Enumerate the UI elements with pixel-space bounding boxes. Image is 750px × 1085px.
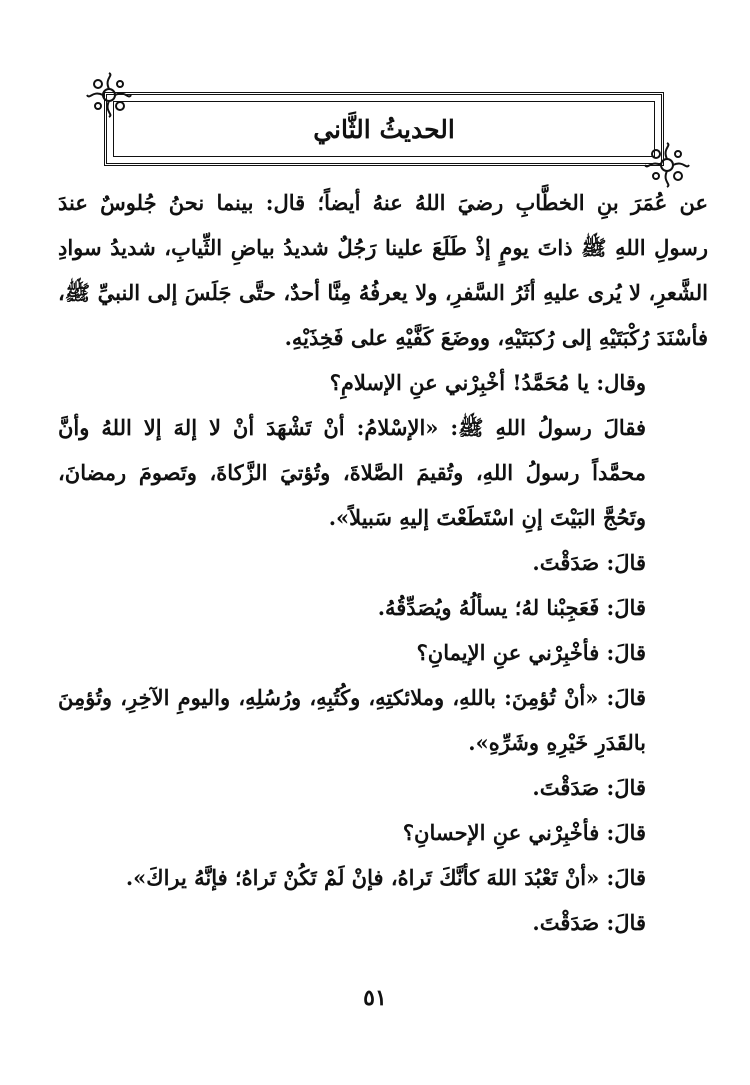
paragraph-answer-ihsan: قالَ: «أنْ تَعْبُدَ اللهَ كأنَّكَ تَراهُ، فإنْ لَمْ تَكُنْ تَراهُ؛ فإنَّهُ يراكَ». — [125, 865, 646, 890]
paragraph-answer-iman: قالَ: «أنْ تُؤمِنَ: باللهِ، وملائكتِهِ، وكُتُبِهِ، ورُسُلِهِ، واليومِ الآخِرِ، وتُؤمِنَ بالقَدَرِ خَيْرِهِ وشَرِّهِ». — [58, 685, 646, 755]
paragraph-question-islam: وقال: يا مُحَمَّدُ! أخْبِرْني عنِ الإسلامِ؟ — [329, 370, 646, 395]
paragraph-question-ihsan: قالَ: فأخْبِرْني عنِ الإحسانِ؟ — [402, 820, 646, 845]
title-frame — [104, 92, 664, 166]
page-number: ٥١ — [363, 985, 387, 1011]
hadith-title: الحديثُ الثَّاني — [313, 114, 455, 144]
paragraph-question-iman: قالَ: فأخْبِرْني عنِ الإيمانِ؟ — [416, 640, 646, 665]
paragraph-confirm-2: قالَ: صَدَقْتَ. — [532, 775, 646, 800]
paragraph-confirm-1: قالَ: صَدَقْتَ. — [532, 550, 646, 575]
paragraph-answer-islam: فقالَ رسولُ اللهِ ﷺ: «الإسْلامُ: أنْ تَشْهَدَ أنْ لا إلهَ إلا اللهُ وأنَّ محمَّداً رسولُ اللهِ، وتُقيمَ الصَّلاةَ، وتُؤتيَ الزَّكاةَ، وتَصومَ رمضانَ، وتَحُجَّ البَيْتَ إنِ اسْتَطَعْتَ إليهِ سَبيلاً». — [58, 415, 646, 530]
paragraph-narration: عن عُمَرَ بنِ الخطَّابِ رضيَ اللهُ عنهُ أيضاً؛ قال: بينما نحنُ جُلوسٌ عندَ رسولِ اللهِ ﷺ ذاتَ يومٍ إذْ طَلَعَ علينا رَجُلٌ شديدُ بياضِ الثِّيابِ، شديدُ سوادِ الشَّعرِ، لا يُرى عليهِ أثَرُ السَّفرِ، ولا يعرفُهُ مِنَّا أحدٌ، حتَّى جَلَسَ إلى النبيِّ ﷺ، فأسْنَدَ رُكْبَتَيْهِ إلى رُكبَتَيْهِ، ووضَعَ كَفَّيْهِ على فَخِذَيْهِ. — [58, 190, 708, 350]
paragraph-wonder: قالَ: فَعَجِبْنا لهُ؛ يسألُهُ ويُصَدِّقُهُ. — [377, 595, 646, 620]
hadith-body — [58, 180, 708, 945]
paragraph-confirm-3: قالَ: صَدَقْتَ. — [532, 910, 646, 935]
